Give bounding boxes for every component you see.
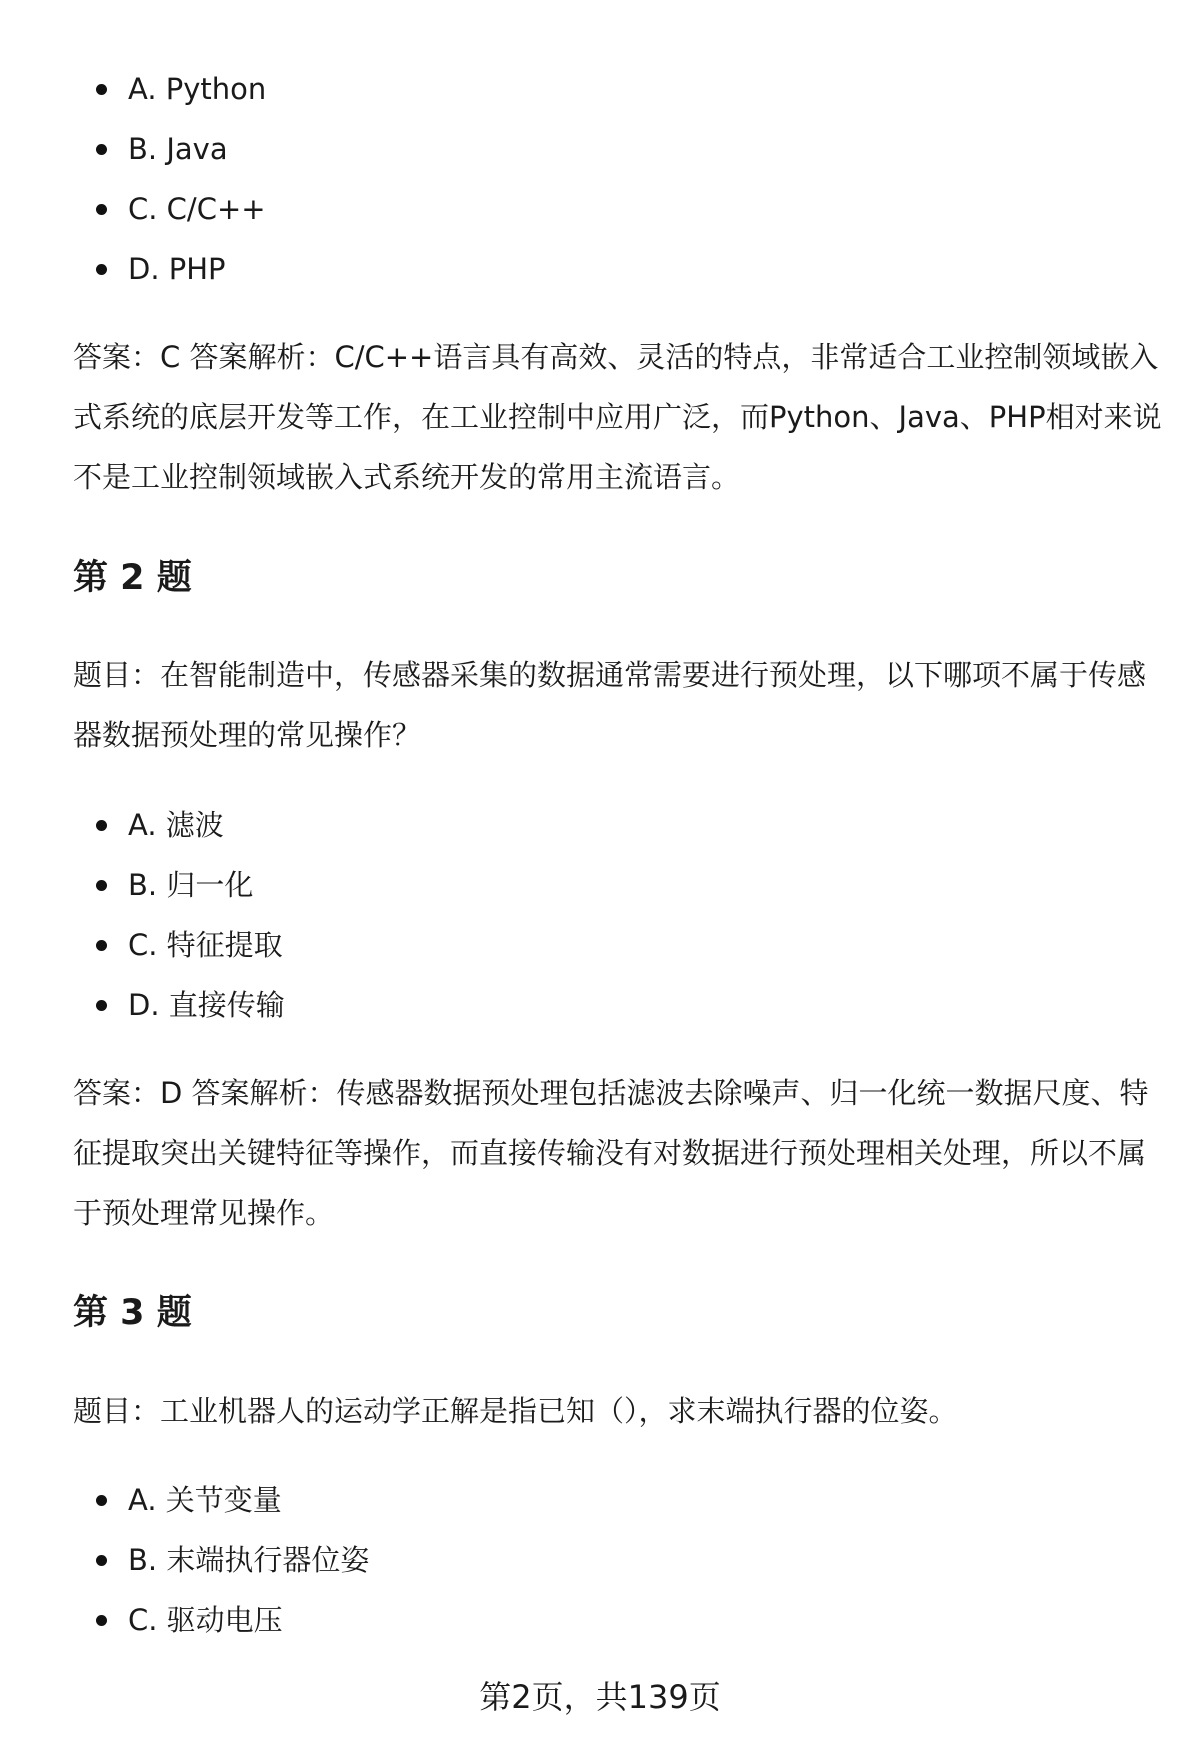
option-text: D. 直接传输	[128, 988, 285, 1022]
option-item	[96, 59, 266, 119]
q1-answer-explanation: 答案：C 答案解析：C/C++语言具有高效、灵活的特点，非常适合工业控制领域嵌入式系统的底层开发等工作，在工业控制中应用广泛，而Python、Java、PHP相对来说不是工业控制领域嵌入式系统开发的常用主流语言。	[73, 340, 1162, 494]
option-item	[96, 239, 266, 299]
q1-options-list	[96, 59, 266, 299]
bullet-icon	[96, 1000, 107, 1011]
q2-answer-explanation: 答案：D 答案解析：传感器数据预处理包括滤波去除噪声、归一化统一数据尺度、特征提取突出关键特征等操作，而直接传输没有对数据进行预处理相关处理，所以不属于预处理常见操作。	[73, 1076, 1149, 1230]
option-text: A. Python	[128, 72, 267, 106]
option-text: B. 归一化	[128, 868, 254, 902]
q3-heading: 第 3 题	[73, 1293, 192, 1333]
bullet-icon	[96, 940, 107, 951]
option-item	[96, 795, 285, 855]
option-text: B. Java	[128, 132, 228, 166]
bullet-icon	[96, 880, 107, 891]
option-item	[96, 1470, 369, 1530]
option-text: C. 特征提取	[128, 928, 283, 962]
bullet-icon	[96, 264, 107, 275]
bullet-icon	[96, 204, 107, 215]
option-text: A. 滤波	[128, 808, 224, 842]
q2-question-text: 题目：在智能制造中，传感器采集的数据通常需要进行预处理，以下哪项不属于传感器数据预处理的常见操作？	[73, 658, 1147, 752]
option-item	[96, 975, 285, 1035]
bullet-icon	[96, 820, 107, 831]
bullet-icon	[96, 144, 107, 155]
option-text: A. 关节变量	[128, 1483, 282, 1517]
bullet-icon	[96, 84, 107, 95]
option-item	[96, 855, 285, 915]
option-text: C. 驱动电压	[128, 1603, 283, 1637]
option-text: C. C/C++	[128, 192, 266, 226]
q3-question-text: 题目：工业机器人的运动学正解是指已知（），求末端执行器的位姿。	[73, 1394, 958, 1428]
option-text: B. 末端执行器位姿	[128, 1543, 370, 1577]
option-item	[96, 119, 266, 179]
page-footer: 第2页，共139页	[479, 1678, 721, 1716]
bullet-icon	[96, 1555, 107, 1566]
bullet-icon	[96, 1615, 107, 1626]
option-text: D. PHP	[128, 252, 226, 286]
option-item	[96, 915, 285, 975]
q2-options-list	[96, 795, 285, 1035]
q2-heading: 第 2 题	[73, 558, 192, 598]
bullet-icon	[96, 1495, 107, 1506]
option-item	[96, 1590, 369, 1650]
option-item	[96, 1530, 369, 1590]
option-item	[96, 179, 266, 239]
q3-options-list	[96, 1470, 369, 1650]
